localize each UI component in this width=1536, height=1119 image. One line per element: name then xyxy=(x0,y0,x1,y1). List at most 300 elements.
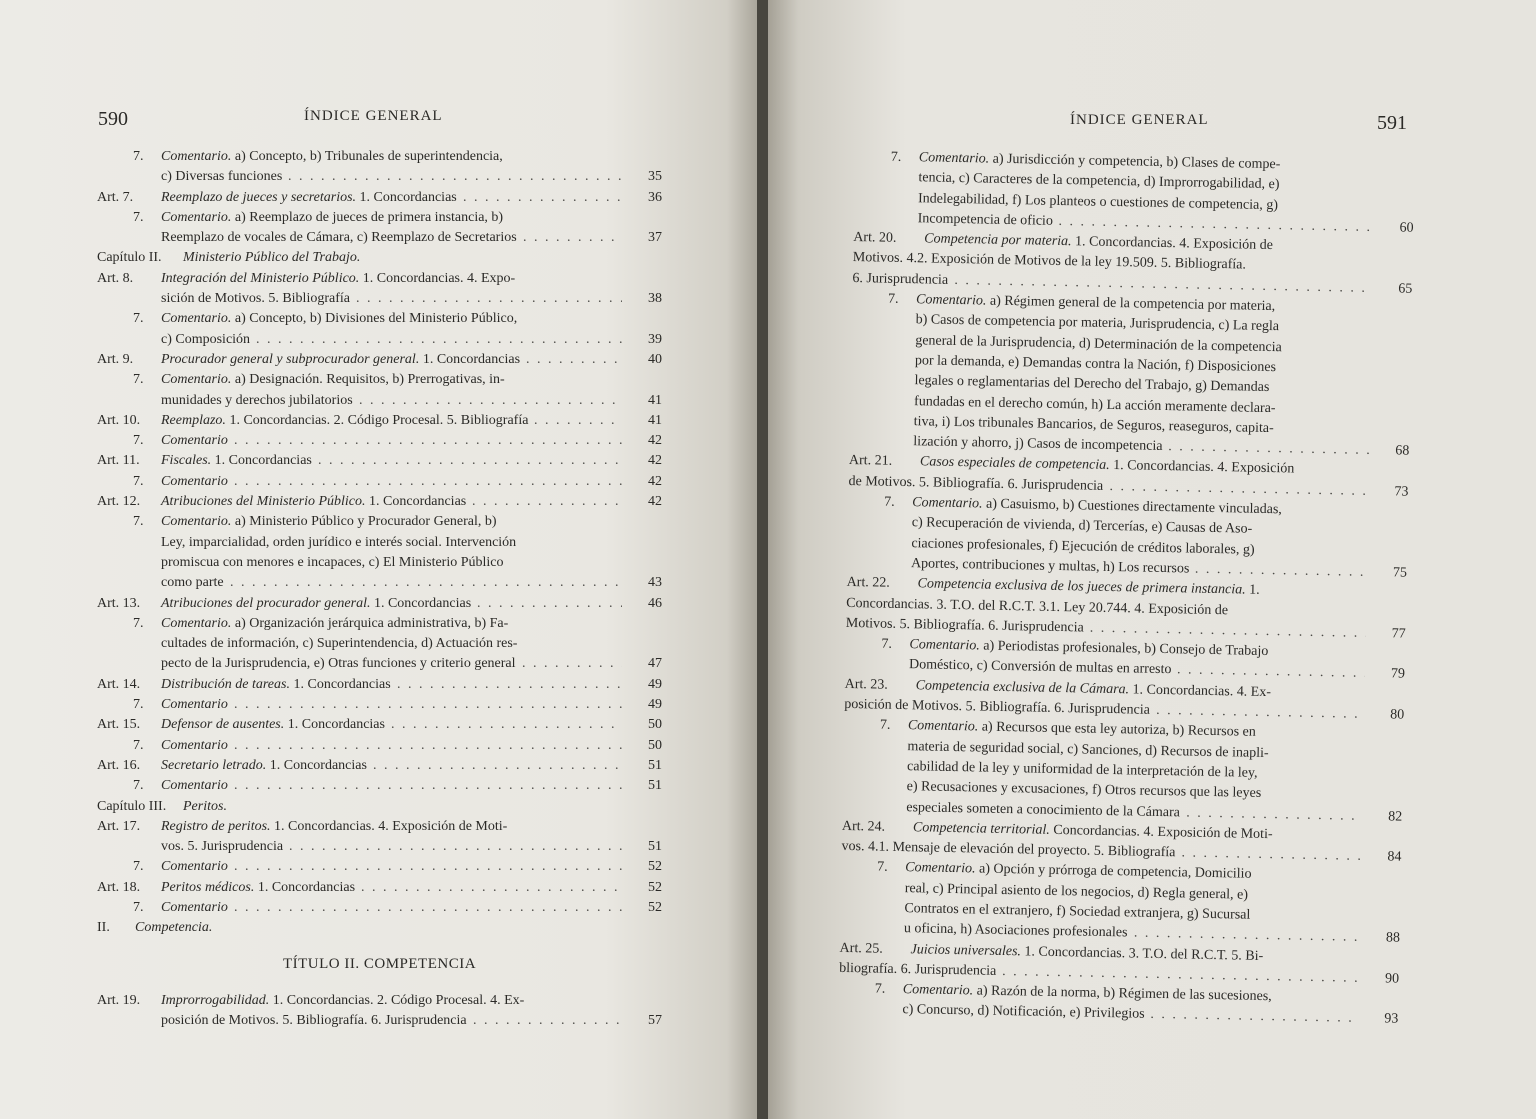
page-ref: 75 xyxy=(1392,565,1408,581)
entry-text xyxy=(917,209,1053,232)
entry-details: a) Concepto, b) Divisiones del Ministerio Público, xyxy=(231,311,518,327)
page-ref: 39 xyxy=(648,331,662,347)
entry-label: 7. xyxy=(133,433,144,449)
entry-details: Aportes, contribuciones y multas, h) Los recursos xyxy=(910,556,1190,577)
dot-leader xyxy=(356,289,622,309)
entry-label: Art. 16. xyxy=(97,757,141,773)
page-ref: 49 xyxy=(648,676,662,692)
section-title: TÍTULO II. COMPETENCIA xyxy=(282,955,477,972)
entry-details: a) Razón de la norma, b) Régimen de las sucesiones, xyxy=(973,983,1272,1005)
entry-title: Comentario xyxy=(161,899,228,915)
page-ref: 49 xyxy=(648,697,662,713)
entry-label: Art. 22. xyxy=(846,575,890,591)
entry-title: Comentario. xyxy=(918,150,990,167)
page-ref: 51 xyxy=(648,757,662,773)
entry-text xyxy=(161,553,504,573)
toc-line xyxy=(97,411,662,431)
entry-title: Comentario. xyxy=(902,982,974,999)
toc-entries xyxy=(838,147,1415,1030)
dot-leader xyxy=(522,654,622,674)
entry-text xyxy=(161,837,283,857)
entry-label: Art. 17. xyxy=(97,818,141,834)
entry-text xyxy=(183,797,227,817)
entry-label: Art. 18. xyxy=(97,879,141,895)
toc-line xyxy=(97,857,662,877)
entry-details: tiva, i) Los tribunales Bancarios, de Seguros, reaseguros, capita- xyxy=(913,414,1274,436)
page-ref: 42 xyxy=(648,433,662,449)
dot-leader xyxy=(234,695,622,715)
page-ref: 84 xyxy=(1387,849,1402,865)
entry-text xyxy=(902,1001,1145,1026)
entry-text xyxy=(161,634,517,654)
entry-text xyxy=(161,512,497,532)
entry-label: 7. xyxy=(133,209,144,225)
entry-details: a) Designación. Requisitos, b) Prerrogativas, in- xyxy=(231,372,505,388)
entry-label: 7. xyxy=(133,473,144,489)
entry-details: 1. Concordancias. 4. Exposición de Moti- xyxy=(270,818,508,834)
entry-title: Comentario. xyxy=(909,637,980,654)
entry-details: ciaciones profesionales, f) Ejecución de créditos laborales, g) xyxy=(911,535,1255,558)
entry-label: 7. xyxy=(133,311,144,327)
dot-leader xyxy=(234,472,622,492)
toc-line xyxy=(97,736,662,756)
page-ref: 46 xyxy=(648,595,662,611)
entry-details: a) Concepto, b) Tribunales de superintendencia, xyxy=(231,149,503,164)
entry-text xyxy=(161,411,528,431)
entry-label: Capítulo III. xyxy=(97,798,167,814)
page-ref: 90 xyxy=(1384,971,1400,987)
spacer xyxy=(97,979,662,991)
entry-details: 1. Concordancias. 4. Expo- xyxy=(359,270,516,286)
entry-text xyxy=(161,878,355,898)
toc-line xyxy=(97,553,662,573)
entry-title: Procurador general y subprocurador general. xyxy=(161,351,420,367)
entry-details: cultades de información, c) Superintendencia, d) Actuación res- xyxy=(161,636,518,652)
entry-title: Comentario. xyxy=(912,495,983,512)
toc-line xyxy=(97,431,662,451)
entry-details: 1. Concordancias. 4. Exposición de xyxy=(1071,234,1274,254)
entry-label: Art. 19. xyxy=(97,992,141,1008)
toc-line xyxy=(97,634,662,654)
entry-label: Art. 25. xyxy=(839,940,883,957)
page-ref: 42 xyxy=(648,453,662,469)
entry-title: Juicios universales. xyxy=(910,941,1022,959)
entry-title: Peritos. xyxy=(183,798,227,814)
entry-details: 1. Concordancias xyxy=(365,494,467,510)
page-ref: 88 xyxy=(1385,930,1401,946)
toc-line xyxy=(97,391,662,411)
toc-line xyxy=(97,991,662,1011)
entry-label: 7. xyxy=(133,149,144,164)
entry-title: Comentario. xyxy=(161,209,232,225)
dot-leader xyxy=(256,330,622,350)
toc-line xyxy=(97,147,662,167)
entry-details: bliografía. 6. Jurisprudencia xyxy=(839,960,997,979)
entry-title: Integración del Ministerio Público. xyxy=(161,270,360,286)
left-page-header xyxy=(0,108,757,136)
page-ref: 73 xyxy=(1394,484,1409,500)
toc-line xyxy=(97,594,662,614)
entry-title: Competencia territorial. xyxy=(912,820,1050,838)
entry-details: 1. Concordancias. 4. Ex- xyxy=(1128,682,1272,700)
entry-details: por la demanda, e) Demandas contra la Nación, f) Disposiciones xyxy=(914,353,1277,376)
entry-details: a) Reemplazo de jueces de primera instancia, b) xyxy=(231,209,504,225)
page-ref: 68 xyxy=(1395,443,1410,459)
page-ref: 57 xyxy=(648,1012,662,1028)
entry-details: 1. Concordancias xyxy=(266,757,367,773)
running-head: ÍNDICE GENERAL xyxy=(1070,112,1209,128)
entry-details: a) Opción y prórroga de competencia, Domicilio xyxy=(975,861,1252,883)
book-gutter xyxy=(757,0,768,1119)
entry-title: Comentario. xyxy=(915,292,987,309)
toc-line xyxy=(97,512,662,532)
entry-title: Comentario. xyxy=(161,311,232,327)
entry-title: Comentario. xyxy=(161,615,232,631)
entry-details: fundadas en el derecho común, h) La acción meramente declara- xyxy=(913,393,1276,416)
toc-line xyxy=(97,614,662,634)
entry-text xyxy=(161,431,228,451)
entry-text xyxy=(161,492,466,512)
entry-details: a) Ministerio Público y Procurador General, b) xyxy=(231,514,497,530)
toc-line xyxy=(97,878,662,898)
toc-line xyxy=(97,817,662,837)
entry-details: promiscua con menores e incapaces, c) El Ministerio Público xyxy=(161,554,504,570)
dot-leader xyxy=(391,715,622,735)
entry-details: u oficina, h) Asociaciones profesionales xyxy=(903,921,1128,941)
entry-title: Secretario letrado. xyxy=(161,757,267,773)
entry-text xyxy=(161,898,228,918)
toc-line xyxy=(97,309,662,329)
entry-title: Competencia. xyxy=(135,920,213,936)
entry-details: Contratos en el extranjero, f) Sociedad extranjera, g) Sucursal xyxy=(904,901,1251,923)
toc-line xyxy=(97,715,662,735)
entry-text xyxy=(161,188,457,208)
entry-text xyxy=(161,776,228,796)
entry-title: Competencia exclusiva de la Cámara. xyxy=(915,677,1130,698)
page-ref: 37 xyxy=(648,230,662,246)
entry-title: Registro de peritos. xyxy=(161,818,271,834)
toc-line xyxy=(97,1011,662,1031)
entry-title: Atribuciones del procurador general. xyxy=(161,595,371,611)
entry-label: 7. xyxy=(133,372,144,388)
page-ref: 41 xyxy=(648,412,662,428)
entry-details: 1. Concordancias xyxy=(289,676,391,692)
page-ref: 82 xyxy=(1388,808,1403,825)
entry-title: Comentario. xyxy=(161,149,232,164)
toc-line xyxy=(97,472,662,492)
right-page xyxy=(768,0,1536,1119)
entry-text xyxy=(161,391,353,411)
page-ref: 52 xyxy=(648,859,662,875)
entry-label: Art. 8. xyxy=(97,270,134,286)
toc-line xyxy=(97,208,662,228)
entry-label: 7. xyxy=(877,859,888,876)
entry-label: 7. xyxy=(881,636,893,652)
entry-details: 1. Concordancias xyxy=(356,189,457,205)
entry-details: c) Concurso, d) Notificación, e) Privilegios xyxy=(902,1002,1145,1023)
dot-leader xyxy=(472,492,622,512)
toc-line xyxy=(97,756,662,776)
entry-details: como parte xyxy=(161,575,224,591)
entry-title: Fiscales. xyxy=(161,453,212,469)
entry-text xyxy=(161,1011,467,1031)
dot-leader xyxy=(234,898,622,918)
entry-details: 6. Jurisprudencia xyxy=(852,270,949,288)
entry-label: 7. xyxy=(133,737,144,753)
running-head: ÍNDICE GENERAL xyxy=(304,108,443,124)
toc-line xyxy=(97,918,662,938)
entry-details: c) Composición xyxy=(161,331,251,347)
entry-label: Art. 7. xyxy=(97,189,134,205)
dot-leader xyxy=(397,675,622,695)
dot-leader xyxy=(234,431,622,451)
entry-details: Indelegabilidad, f) Los planteos o cuestiones de competencia, g) xyxy=(917,190,1279,213)
entry-text xyxy=(161,675,391,695)
entry-details: posición de Motivos. 5. Bibliografía. 6. Jurisprudencia xyxy=(844,696,1151,718)
entry-label: Art. 21. xyxy=(848,453,893,470)
dot-leader xyxy=(477,594,622,614)
entry-details: c) Diversas funciones xyxy=(161,169,283,185)
entry-label: 7. xyxy=(133,514,144,530)
entry-details: cabilidad de la ley y uniformidad de la interpretación de la ley, xyxy=(906,759,1258,781)
entry-text xyxy=(161,594,471,614)
dot-leader xyxy=(318,451,622,471)
entry-title: Comentario. xyxy=(161,372,232,388)
entry-details: 1. Concordancias xyxy=(211,453,312,469)
entry-title: Casos especiales de competencia. xyxy=(919,454,1110,474)
entry-text xyxy=(161,756,367,776)
entry-text xyxy=(161,817,507,837)
entry-details: c) Recuperación de vivienda, d) Tercerías, e) Causas de Aso- xyxy=(911,515,1253,538)
entry-label: Capítulo II. xyxy=(97,250,162,266)
page-ref: 80 xyxy=(1390,707,1405,723)
entry-title: Improrrogabilidad. xyxy=(161,992,270,1008)
entry-title: Comentario xyxy=(161,859,228,875)
entry-details: 1. Concordancias xyxy=(284,717,385,733)
entry-title: Ministerio Público del Trabajo. xyxy=(183,250,361,266)
entry-title: Comentario xyxy=(161,697,228,713)
entry-label: 7. xyxy=(884,494,895,510)
dot-leader xyxy=(1150,1005,1358,1029)
entry-details: 1. Concordancias. 3. T.O. del R.C.T. 5. Bi- xyxy=(1020,943,1264,964)
entry-details: 1. xyxy=(1245,582,1260,599)
dot-leader xyxy=(526,350,622,370)
entry-details: materia de seguridad social, c) Sanciones, d) Recursos de inapli- xyxy=(907,738,1269,761)
entry-label: Art. 14. xyxy=(97,676,141,692)
page-ref: 47 xyxy=(648,656,662,672)
entry-label: 7. xyxy=(874,981,886,997)
dot-leader xyxy=(373,756,622,776)
entry-title: Competencia por materia. xyxy=(924,231,1072,250)
entry-label: Art. 23. xyxy=(844,676,888,693)
entry-details: 1. Concordancias. 4. Exposición xyxy=(1109,458,1295,477)
entry-details: posición de Motivos. 5. Bibliografía. 6. Jurisprudencia xyxy=(161,1012,467,1028)
entry-text xyxy=(161,472,228,492)
toc-line xyxy=(97,837,662,857)
entry-title: Comentario xyxy=(161,737,228,753)
entry-text xyxy=(161,289,350,309)
toc-line xyxy=(97,797,662,817)
dot-leader xyxy=(473,1011,622,1031)
entry-details: vos. 5. Jurisprudencia xyxy=(161,839,284,855)
entry-label: Art. 9. xyxy=(97,351,134,367)
entry-title: Comentario. xyxy=(905,860,976,877)
entry-details: 1. Concordancias xyxy=(419,351,521,367)
dot-leader xyxy=(234,857,622,877)
page-ref: 51 xyxy=(648,778,662,794)
entry-text xyxy=(161,614,508,634)
entry-text xyxy=(161,451,312,471)
entry-text xyxy=(135,918,212,938)
entry-details: b) Casos de competencia por materia, Jurisprudencia, c) La regla xyxy=(915,312,1280,335)
page-ref: 38 xyxy=(648,291,662,307)
page-ref: 60 xyxy=(1399,220,1414,236)
page-ref: 65 xyxy=(1398,281,1413,297)
page-ref: 42 xyxy=(648,494,662,510)
entry-details: munidades y derechos jubilatorios xyxy=(161,392,353,408)
dot-leader xyxy=(359,391,622,411)
page-ref: 79 xyxy=(1390,666,1406,683)
entry-label: 7. xyxy=(887,291,899,307)
entry-details: 1. Concordancias. 2. Código Procesal. 4. Ex- xyxy=(269,992,525,1008)
entry-details: lización y ahorro, j) Casos de incompetencia xyxy=(913,434,1163,455)
entry-label: 7. xyxy=(133,615,144,631)
page-ref: 50 xyxy=(648,717,662,733)
entry-text xyxy=(161,533,516,553)
page-ref: 93 xyxy=(1384,1011,1399,1028)
entry-details: 1. Concordancias. 2. Código Procesal. 5. Bibliografía xyxy=(225,412,529,428)
entry-label: Art. 10. xyxy=(97,412,141,428)
entry-details: 1. Concordancias xyxy=(370,595,472,611)
entry-details: Reemplazo de vocales de Cámara, c) Reemplazo de Secretarios xyxy=(161,230,517,246)
entry-title: Comentario xyxy=(161,433,228,449)
entry-label: 7. xyxy=(890,149,902,165)
entry-details: real, c) Principal asiento de los negocios, d) Regla general, e) xyxy=(904,880,1249,903)
entry-label: Art. 11. xyxy=(97,453,140,469)
right-page-header xyxy=(768,108,1536,136)
entry-text xyxy=(161,654,516,674)
entry-label: Art. 20. xyxy=(853,230,897,246)
entry-details: especiales someten a conocimiento de la Cámara xyxy=(906,799,1181,820)
toc-line xyxy=(97,269,662,289)
entry-text xyxy=(183,248,360,268)
toc-line xyxy=(97,451,662,471)
entry-title: Reemplazo de jueces y secretarios. xyxy=(161,189,357,205)
entry-text xyxy=(161,147,503,167)
dot-leader xyxy=(234,776,622,796)
dot-leader xyxy=(234,736,622,756)
entry-text xyxy=(161,370,505,390)
entry-details: Incompetencia de oficio xyxy=(917,211,1054,229)
entry-label: Art. 13. xyxy=(97,595,141,611)
page-ref: 51 xyxy=(648,839,662,855)
dot-leader xyxy=(288,167,622,187)
page-ref: 43 xyxy=(648,575,662,591)
entry-text xyxy=(161,330,250,350)
entry-details: tencia, c) Caracteres de la competencia, d) Improrrogabilidad, e) xyxy=(918,170,1280,193)
dot-leader xyxy=(523,228,622,248)
entry-title: Comentario xyxy=(161,473,228,489)
entry-text xyxy=(161,991,524,1011)
entry-details: vos. 4.1. Mensaje de elevación del proyecto. 5. Bibliografía xyxy=(841,838,1176,861)
entry-details: Motivos. 5. Bibliografía. 6. Jurisprudencia xyxy=(845,615,1084,636)
toc-line xyxy=(97,898,662,918)
entry-details: a) Jurisdicción y competencia, b) Clases de compe- xyxy=(989,151,1281,173)
page-ref: 36 xyxy=(648,189,662,205)
dot-leader xyxy=(230,573,622,593)
entry-details: pecto de la Jurisprudencia, e) Otras funciones y criterio general xyxy=(161,656,516,672)
entry-label: 7. xyxy=(133,859,144,875)
entry-details: Concordancias. 4. Exposición de Moti- xyxy=(1049,822,1273,842)
entry-label: II. xyxy=(97,920,110,936)
entry-title: Peritos médicos. xyxy=(161,879,255,895)
page-ref: 52 xyxy=(648,899,662,915)
page-number: 591 xyxy=(1377,112,1407,134)
entry-details: legales o reglamentarias del Derecho del Trabajo, g) Demandas xyxy=(914,373,1270,396)
left-page xyxy=(0,0,757,1119)
entry-label: Art. 24. xyxy=(841,818,886,835)
entry-title: Reemplazo. xyxy=(161,412,226,428)
entry-details: a) Régimen general de la competencia por materia, xyxy=(986,293,1276,315)
entry-title: Atribuciones del Ministerio Público. xyxy=(161,494,366,510)
page-ref: 50 xyxy=(648,737,662,753)
entry-label: 7. xyxy=(133,899,144,915)
entry-text xyxy=(161,736,228,756)
toc-line xyxy=(97,776,662,796)
toc-line xyxy=(97,492,662,512)
toc-line xyxy=(97,573,662,593)
entry-text xyxy=(161,269,515,289)
page-ref: 41 xyxy=(648,392,662,408)
entry-text xyxy=(161,309,517,329)
entry-title: Defensor de ausentes. xyxy=(161,717,285,733)
page-ref: 52 xyxy=(648,879,662,895)
entry-text xyxy=(161,695,228,715)
entry-details: a) Periodistas profesionales, b) Consejo de Trabajo xyxy=(979,638,1269,660)
page-ref: 77 xyxy=(1391,626,1406,642)
entry-details: a) Recursos que esta ley autoriza, b) Recursos en xyxy=(978,719,1256,741)
entry-title: Distribución de tareas. xyxy=(161,676,290,692)
entry-details: a) Organización jerárquica administrativa, b) Fa- xyxy=(231,615,509,631)
dot-leader xyxy=(534,411,622,431)
toc-line xyxy=(97,228,662,248)
entry-details: general de la Jurisprudencia, d) Determinación de la competencia xyxy=(915,332,1282,355)
entry-details: de Motivos. 5. Bibliografía. 6. Jurisprudencia xyxy=(848,473,1104,494)
entry-label: Art. 12. xyxy=(97,494,141,510)
entry-details: Concordancias. 3. T.O. del R.C.T. 3.1. Ley 20.744. 4. Exposición de xyxy=(846,595,1229,618)
entry-title: Comentario. xyxy=(161,514,232,530)
toc-line xyxy=(97,695,662,715)
toc-line xyxy=(97,654,662,674)
entry-details: Doméstico, c) Conversión de multas en arresto xyxy=(908,657,1172,678)
entry-title: Comentario. xyxy=(907,718,979,735)
page-number: 590 xyxy=(98,108,128,130)
entry-label: 7. xyxy=(133,778,144,794)
toc-line xyxy=(97,330,662,350)
toc-line xyxy=(97,289,662,309)
entry-text xyxy=(161,228,517,248)
entry-label: 7. xyxy=(879,717,891,734)
toc-line xyxy=(97,675,662,695)
entry-details: Motivos. 4.2. Exposición de Motivos de la ley 19.509. 5. Bibliografía. xyxy=(852,250,1247,274)
table-of-contents xyxy=(97,147,662,1031)
entry-text xyxy=(161,167,282,187)
entry-text xyxy=(161,573,224,593)
entry-details: a) Casuismo, b) Cuestiones directamente vinculadas, xyxy=(982,496,1283,518)
toc-entries xyxy=(97,147,662,939)
entry-label: 7. xyxy=(133,697,144,713)
entry-details: Ley, imparcialidad, orden jurídico e interés social. Intervención xyxy=(161,534,517,550)
